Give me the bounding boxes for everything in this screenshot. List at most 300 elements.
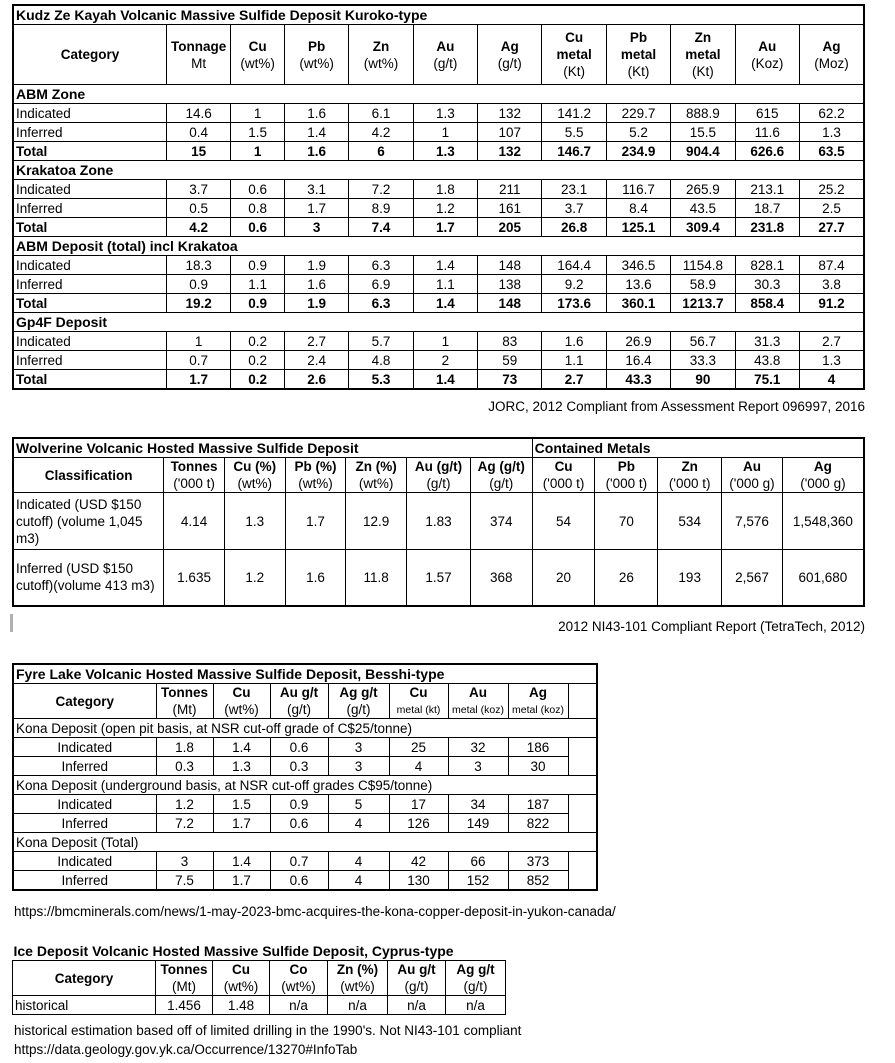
row-label: Inferred	[13, 199, 166, 218]
header-line: metal	[620, 47, 657, 62]
table-cell: 66	[448, 852, 508, 871]
table-cell: 1.4	[213, 738, 270, 757]
table-cell: 1.6	[285, 550, 346, 606]
table-cell: 15.5	[671, 123, 735, 142]
table-cell: 56.7	[671, 332, 735, 351]
table-cell: 1	[413, 332, 477, 351]
table-cell: 234.9	[606, 142, 670, 161]
table-cell: 0.5	[166, 199, 230, 218]
section-header: ABM Deposit (total) incl Krakatoa	[13, 237, 864, 256]
table-cell: 1.1	[231, 275, 285, 294]
header-line: Au	[758, 38, 777, 54]
table-cell: 0.6	[270, 814, 328, 833]
section-header: Kona Deposit (underground basis, at NSR cut-off grades C$95/tonne)	[13, 776, 597, 795]
table-cell: 11.8	[346, 550, 407, 606]
row-label: historical	[13, 996, 156, 1015]
header-line: Pb	[629, 30, 648, 45]
table-cell: 7.5	[156, 871, 213, 891]
table-cell: 3.8	[799, 275, 864, 294]
table-cell: 1	[231, 104, 285, 123]
column-header	[166, 25, 230, 85]
column-header: Au	[448, 684, 508, 702]
row-label: Indicated	[13, 180, 166, 199]
header-line: Mt	[191, 55, 207, 71]
table-cell: 0.9	[231, 294, 285, 313]
table-cell: 12.9	[346, 493, 407, 550]
table-cell: 7,576	[722, 493, 783, 550]
table-cell: 4.2	[166, 218, 230, 237]
table-cell: 1.3	[413, 142, 477, 161]
column-header: Pb (%)	[285, 458, 346, 476]
table-cell: 904.4	[671, 142, 735, 161]
table-cell: 25	[389, 738, 448, 757]
table-cell: 0.3	[156, 757, 213, 776]
table-cell: 3	[448, 757, 508, 776]
row-label: Indicated	[13, 332, 166, 351]
column-header: Ag	[782, 458, 864, 476]
table-cell: 2.7	[542, 370, 606, 390]
header-line: Zn	[694, 30, 712, 45]
header-line: (Koz)	[751, 55, 784, 71]
table-cell: 211	[478, 180, 542, 199]
table-cell: 146.7	[542, 142, 606, 161]
table-cell: 1,548,360	[782, 493, 864, 550]
table-cell: 0.6	[231, 218, 285, 237]
table-cell: 34	[448, 795, 508, 814]
table-cell: 4	[799, 370, 864, 390]
table-cell: 534	[658, 493, 722, 550]
column-header: Tonnes	[156, 961, 213, 979]
column-header: Au g/t	[270, 684, 328, 702]
column-header	[735, 25, 799, 85]
table-cell: 3	[156, 852, 213, 871]
row-label: Total	[13, 294, 166, 313]
table-cell: 6.3	[349, 256, 413, 275]
table-cell: 90	[671, 370, 735, 390]
table-cell: 2.5	[799, 199, 864, 218]
table-cell: 1.4	[213, 852, 270, 871]
table-cell: 4	[328, 814, 389, 833]
table-cell: 0.7	[166, 351, 230, 370]
column-header	[284, 25, 348, 85]
table-cell: 601,680	[782, 550, 864, 606]
kudz-source-note: JORC, 2012 Compliant from Assessment Report 096997, 2016	[488, 399, 865, 414]
table-cell: 70	[595, 493, 658, 550]
header-line: (wt%)	[240, 55, 275, 71]
table-cell: 43.8	[735, 351, 799, 370]
table-cell: 26	[595, 550, 658, 606]
column-unit: (wt%)	[224, 475, 285, 493]
table-cell: 173.6	[542, 294, 606, 313]
table-cell: 0.6	[231, 180, 285, 199]
header-line: metal	[685, 47, 721, 62]
section-header: Gp4F Deposit	[13, 313, 864, 332]
column-header: Au (g/t)	[407, 458, 471, 476]
table-cell: 373	[508, 852, 568, 871]
table-cell: 27.7	[799, 218, 864, 237]
header-line: Cu	[248, 38, 267, 54]
table-cell: 193	[658, 550, 722, 606]
row-label: Total	[13, 142, 166, 161]
column-header	[799, 25, 864, 85]
table-cell: 186	[508, 738, 568, 757]
fyre-title: Fyre Lake Volcanic Hosted Massive Sulfide Deposit, Besshi-type	[13, 664, 597, 684]
table-cell: 5.3	[349, 370, 413, 390]
table-cell: n/a	[388, 996, 446, 1015]
table-cell: n/a	[328, 996, 388, 1015]
empty-cell	[568, 814, 597, 833]
table-cell: 1.2	[224, 550, 285, 606]
table-cell: 346.5	[606, 256, 670, 275]
table-cell: 63.5	[799, 142, 864, 161]
table-cell: 213.1	[735, 180, 799, 199]
table-cell: 1.1	[542, 351, 606, 370]
table-cell: 1.7	[166, 370, 230, 390]
table-cell: 1.4	[413, 256, 477, 275]
table-cell: 1.6	[284, 104, 348, 123]
table-cell: 3	[328, 738, 389, 757]
column-header: Pb	[595, 458, 658, 476]
column-unit: (Mt)	[156, 701, 213, 719]
table-cell: 1.8	[156, 738, 213, 757]
table-cell: 32	[448, 738, 508, 757]
column-unit: (g/t)	[407, 475, 471, 493]
row-label: Inferred	[13, 351, 166, 370]
table-cell: 888.9	[671, 104, 735, 123]
table-cell: 141.2	[542, 104, 606, 123]
table-cell: 1.7	[213, 871, 270, 891]
table-cell: 132	[478, 142, 542, 161]
table-cell: 59	[478, 351, 542, 370]
table-cell: 91.2	[799, 294, 864, 313]
column-header: Co	[270, 961, 328, 979]
row-label: Indicated	[13, 795, 156, 814]
table-cell: 6.3	[349, 294, 413, 313]
column-unit: (g/t)	[388, 978, 446, 996]
table-cell: 20	[532, 550, 595, 606]
column-unit: ('000 t)	[164, 475, 225, 493]
header-line: metal	[556, 47, 592, 62]
table-cell: 1.2	[413, 199, 477, 218]
table-cell: 1.4	[413, 370, 477, 390]
table-cell: 4.8	[349, 351, 413, 370]
column-unit: ('000 t)	[658, 475, 722, 493]
table-cell: 0.2	[231, 332, 285, 351]
column-unit: ('000 g)	[722, 475, 783, 493]
table-cell: 0.9	[270, 795, 328, 814]
table-cell: 3	[328, 757, 389, 776]
table-cell: 6.9	[349, 275, 413, 294]
table-cell: 1.83	[407, 493, 471, 550]
table-cell: 1213.7	[671, 294, 735, 313]
ice-note: historical estimation based off of limited drilling in the 1990's. Not NI43-101 compliant	[14, 1023, 522, 1038]
row-label: Total	[13, 218, 166, 237]
column-header	[413, 25, 477, 85]
table-cell: 1	[166, 332, 230, 351]
table-cell: 5	[328, 795, 389, 814]
empty-cell	[506, 961, 541, 996]
table-cell: 1.8	[413, 180, 477, 199]
section-header: Kona Deposit (open pit basis, at NSR cut-off grade of C$25/tonne)	[13, 719, 597, 738]
table-cell: 1.7	[285, 493, 346, 550]
column-header: Tonnes	[164, 458, 225, 476]
header-line: Zn	[372, 38, 390, 54]
wolverine-title: Wolverine Volcanic Hosted Massive Sulfide Deposit	[13, 438, 532, 458]
table-cell: 615	[735, 104, 799, 123]
column-header: Au g/t	[388, 961, 446, 979]
row-label: Indicated (USD $150 cutoff) (volume 1,045 m3)	[13, 493, 164, 550]
column-unit: metal (koz)	[448, 701, 508, 719]
row-label: Total	[13, 370, 166, 390]
table-cell: 1.5	[213, 795, 270, 814]
table-cell: 138	[478, 275, 542, 294]
table-cell: 26.9	[606, 332, 670, 351]
table-cell: 126	[389, 814, 448, 833]
column-unit: (wt%)	[328, 978, 388, 996]
table-cell: 132	[478, 104, 542, 123]
table-cell: 14.6	[166, 104, 230, 123]
table-cell: 17	[389, 795, 448, 814]
column-header	[606, 25, 670, 85]
table-cell: 15	[166, 142, 230, 161]
table-cell: n/a	[270, 996, 328, 1015]
table-cell: 231.8	[735, 218, 799, 237]
table-cell: 130	[389, 871, 448, 891]
table-cell: 626.6	[735, 142, 799, 161]
empty-cell	[568, 757, 597, 776]
table-cell: 2.7	[284, 332, 348, 351]
empty-cell	[568, 795, 597, 814]
row-label: Indicated	[13, 852, 156, 871]
table-cell: 8.9	[349, 199, 413, 218]
table-cell: 4	[328, 852, 389, 871]
header-line: (Moz)	[814, 55, 849, 71]
table-cell: 828.1	[735, 256, 799, 275]
section-header: ABM Zone	[13, 85, 864, 104]
empty-cell	[568, 852, 597, 871]
table-cell: 83	[478, 332, 542, 351]
table-cell: 368	[470, 550, 532, 606]
header-line: Au	[436, 38, 455, 54]
column-header: Zn (%)	[328, 961, 388, 979]
header-line: Category	[60, 47, 120, 62]
row-label: Indicated	[13, 104, 166, 123]
table-cell: 0.6	[270, 871, 328, 891]
table-cell: 2	[413, 351, 477, 370]
column-header: Classification	[13, 458, 164, 493]
empty-cell	[568, 684, 597, 719]
row-label: Inferred	[13, 757, 156, 776]
empty-cell	[568, 738, 597, 757]
table-cell: 75.1	[735, 370, 799, 390]
wolverine-table	[12, 437, 865, 607]
table-cell: 42	[389, 852, 448, 871]
table-cell: 43.3	[606, 370, 670, 390]
row-label: Inferred	[13, 123, 166, 142]
header-line: (wt%)	[363, 55, 399, 71]
column-header: Cu	[213, 684, 270, 702]
table-cell: 3.1	[284, 180, 348, 199]
table-cell: 0.7	[270, 852, 328, 871]
table-cell: 1.3	[213, 757, 270, 776]
table-cell: 13.6	[606, 275, 670, 294]
header-line: Tonnage	[171, 38, 227, 54]
header-line: Ag	[822, 38, 841, 54]
table-cell: 1.7	[213, 814, 270, 833]
header-line: (Kt)	[627, 64, 650, 79]
column-header	[349, 25, 413, 85]
table-cell: 0.3	[270, 757, 328, 776]
table-cell: 1.5	[231, 123, 285, 142]
section-header: Kona Deposit (Total)	[13, 833, 597, 852]
column-header: Cu	[532, 458, 595, 476]
table-cell: 4	[389, 757, 448, 776]
table-cell: 1.4	[413, 294, 477, 313]
column-unit: ('000 t)	[532, 475, 595, 493]
table-cell: 229.7	[606, 104, 670, 123]
column-header: Cu (%)	[224, 458, 285, 476]
empty-cell	[506, 996, 541, 1015]
table-cell: n/a	[446, 996, 506, 1015]
table-cell: 1	[413, 123, 477, 142]
table-cell: 11.6	[735, 123, 799, 142]
table-cell: 125.1	[606, 218, 670, 237]
table-cell: 309.4	[671, 218, 735, 237]
table-cell: 1.57	[407, 550, 471, 606]
table-cell: 43.5	[671, 199, 735, 218]
column-header: Ag g/t	[446, 961, 506, 979]
table-cell: 148	[478, 256, 542, 275]
column-header	[231, 25, 285, 85]
empty-cell	[568, 871, 597, 891]
table-cell: 1.48	[213, 996, 270, 1015]
ice-title: Ice Deposit Volcanic Hosted Massive Sulfide Deposit, Cyprus-type	[13, 942, 454, 959]
table-cell: 152	[448, 871, 508, 891]
row-label: Indicated	[13, 256, 166, 275]
table-cell: 62.2	[799, 104, 864, 123]
kudz-title: Kudz Ze Kayah Volcanic Massive Sulfide Deposit Kuroko-type	[13, 5, 864, 25]
column-unit: (wt%)	[285, 475, 346, 493]
column-header	[671, 25, 735, 85]
column-unit: (wt%)	[270, 978, 328, 996]
column-header	[478, 25, 542, 85]
table-cell: 2.4	[284, 351, 348, 370]
column-header	[542, 25, 606, 85]
column-header: Ag	[508, 684, 568, 702]
table-cell: 87.4	[799, 256, 864, 275]
column-header: Cu	[389, 684, 448, 702]
table-cell: 6.1	[349, 104, 413, 123]
table-cell: 0.9	[166, 275, 230, 294]
column-unit: (g/t)	[270, 701, 328, 719]
table-cell: 58.9	[671, 275, 735, 294]
table-cell: 149	[448, 814, 508, 833]
header-line: Pb	[308, 38, 326, 54]
column-header: Category	[13, 961, 156, 996]
table-cell: 0.2	[231, 370, 285, 390]
table-cell: 1	[231, 142, 285, 161]
column-unit: (Mt)	[156, 978, 213, 996]
column-header	[13, 25, 166, 85]
table-cell: 1.635	[164, 550, 225, 606]
table-cell: 23.1	[542, 180, 606, 199]
table-cell: 1.6	[542, 332, 606, 351]
column-unit: (g/t)	[328, 701, 389, 719]
table-cell: 8.4	[606, 199, 670, 218]
table-cell: 1.3	[413, 104, 477, 123]
table-cell: 2.7	[799, 332, 864, 351]
table-cell: 9.2	[542, 275, 606, 294]
table-cell: 852	[508, 871, 568, 891]
column-unit: ('000 g)	[782, 475, 864, 493]
table-cell: 30	[508, 757, 568, 776]
column-unit: metal (koz)	[508, 701, 568, 719]
table-cell: 0.4	[166, 123, 230, 142]
table-cell: 5.2	[606, 123, 670, 142]
column-unit: metal (kt)	[389, 701, 448, 719]
table-cell: 4.14	[164, 493, 225, 550]
column-header: Ag (g/t)	[470, 458, 532, 476]
table-cell: 374	[470, 493, 532, 550]
ice-source-url: https://data.geology.gov.yk.ca/Occurrence/13270#InfoTab	[14, 1042, 358, 1057]
row-label: Indicated	[13, 738, 156, 757]
table-cell: 1.9	[284, 256, 348, 275]
table-cell: 3	[284, 218, 348, 237]
table-cell: 30.3	[735, 275, 799, 294]
table-cell: 4.2	[349, 123, 413, 142]
table-cell: 1.3	[799, 123, 864, 142]
table-cell: 360.1	[606, 294, 670, 313]
table-cell: 1.3	[224, 493, 285, 550]
column-header: Category	[13, 684, 156, 719]
table-cell: 18.7	[735, 199, 799, 218]
header-line: (wt%)	[299, 55, 334, 71]
table-cell: 205	[478, 218, 542, 237]
table-cell: 161	[478, 199, 542, 218]
table-cell: 1.4	[284, 123, 348, 142]
header-line: (g/t)	[433, 55, 458, 71]
table-cell: 7.2	[349, 180, 413, 199]
table-cell: 2.6	[284, 370, 348, 390]
table-cell: 1.7	[284, 199, 348, 218]
header-line: Cu	[565, 30, 584, 45]
column-header: Zn (%)	[346, 458, 407, 476]
table-cell: 116.7	[606, 180, 670, 199]
table-cell: 1.9	[284, 294, 348, 313]
table-cell: 1154.8	[671, 256, 735, 275]
column-header: Au	[722, 458, 783, 476]
table-cell: 2,567	[722, 550, 783, 606]
column-unit: (wt%)	[213, 701, 270, 719]
row-label: Inferred (USD $150 cutoff)(volume 413 m3)	[13, 550, 164, 606]
column-unit: (g/t)	[446, 978, 506, 996]
table-cell: 1.456	[156, 996, 213, 1015]
table-cell: 5.7	[349, 332, 413, 351]
table-cell: 31.3	[735, 332, 799, 351]
table-cell: 54	[532, 493, 595, 550]
table-cell: 107	[478, 123, 542, 142]
table-cell: 1.3	[799, 351, 864, 370]
gray-marker	[10, 614, 13, 632]
column-header: Zn	[658, 458, 722, 476]
table-cell: 16.4	[606, 351, 670, 370]
row-label: Inferred	[13, 871, 156, 891]
column-unit: (wt%)	[346, 475, 407, 493]
table-cell: 1.7	[413, 218, 477, 237]
table-cell: 25.2	[799, 180, 864, 199]
fyre-lake-table	[12, 663, 598, 891]
table-cell: 187	[508, 795, 568, 814]
